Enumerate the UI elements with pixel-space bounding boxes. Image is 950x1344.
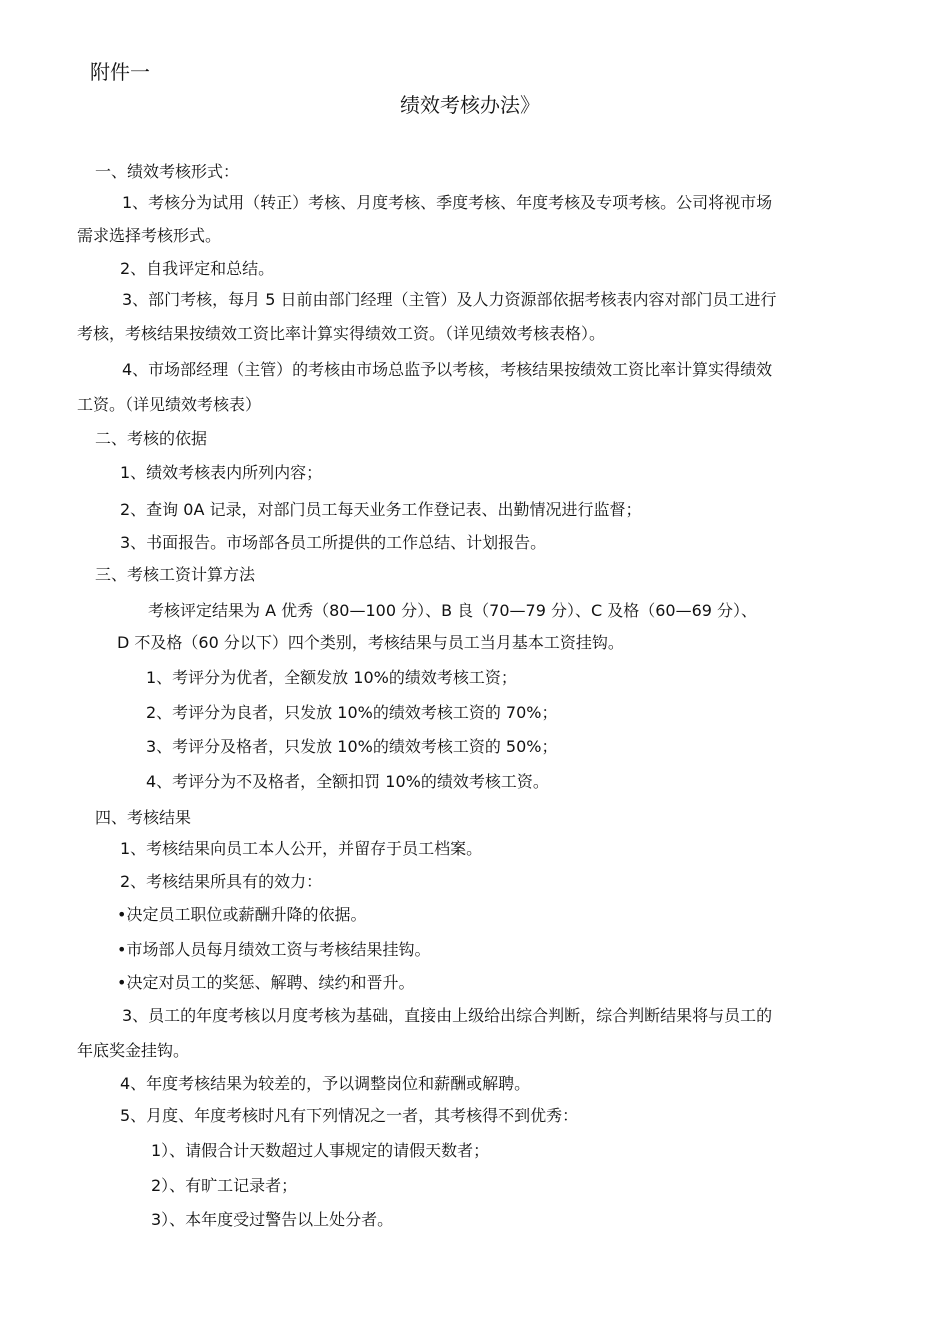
document-title: 绩效考核办法》 bbox=[400, 93, 540, 117]
paragraph-line: D 不及格（60 分以下）四个类别，考核结果与员工当月基本工资挂钩。 bbox=[117, 633, 624, 652]
list-item: 2）、有旷工记录者； bbox=[151, 1176, 298, 1195]
list-item: 1）、请假合计天数超过人事规定的请假天数者； bbox=[151, 1141, 490, 1160]
paragraph-line: 2、自我评定和总结。 bbox=[120, 259, 275, 278]
section-heading: 三、考核工资计算方法 bbox=[95, 565, 256, 584]
paragraph-line: 工资。（详见绩效考核表） bbox=[77, 395, 262, 414]
paragraph-line: 3、部门考核，每月 5 日前由部门经理（主管）及人力资源部依据考核表内容对部门员工进行 bbox=[122, 290, 777, 309]
paragraph-line: 5、月度、年度考核时凡有下列情况之一者，其考核得不到优秀： bbox=[120, 1106, 579, 1125]
section-heading: 一、绩效考核形式： bbox=[95, 162, 240, 181]
paragraph-line: 3、书面报告。市场部各员工所提供的工作总结、计划报告。 bbox=[120, 533, 547, 552]
paragraph-line: 年底奖金挂钩。 bbox=[77, 1041, 190, 1060]
paragraph-line: 3、员工的年度考核以月度考核为基础，直接由上级给出综合判断，综合判断结果将与员工的 bbox=[122, 1006, 773, 1025]
section-heading: 四、考核结果 bbox=[95, 808, 192, 827]
list-item: 3）、本年度受过警告以上处分者。 bbox=[151, 1210, 394, 1229]
bullet-line: •决定对员工的奖惩、解聘、续约和晋升。 bbox=[117, 973, 415, 992]
paragraph-line: 考核评定结果为 A 优秀（80—100 分）、B 良（70—79 分）、C 及格（60—69 分）、 bbox=[148, 601, 758, 620]
bullet-line: •决定员工职位或薪酬升降的依据。 bbox=[117, 905, 367, 924]
bullet-line: •市场部人员每月绩效工资与考核结果挂钩。 bbox=[117, 940, 431, 959]
paragraph-line: 4、市场部经理（主管）的考核由市场总监予以考核，考核结果按绩效工资比率计算实得绩效 bbox=[122, 360, 773, 379]
paragraph-line: 需求选择考核形式。 bbox=[77, 226, 222, 245]
paragraph-line: 2、查询 0A 记录，对部门员工每天业务工作登记表、出勤情况进行监督； bbox=[120, 500, 642, 519]
paragraph-line: 2、考评分为良者，只发放 10%的绩效考核工资的 70%； bbox=[146, 703, 558, 722]
attachment-label: 附件一 bbox=[90, 60, 150, 84]
section-heading: 二、考核的依据 bbox=[95, 429, 208, 448]
paragraph-line: 1、考核分为试用（转正）考核、月度考核、季度考核、年度考核及专项考核。公司将视市场 bbox=[122, 193, 773, 212]
paragraph-line: 1、考核结果向员工本人公开，并留存于员工档案。 bbox=[120, 839, 483, 858]
paragraph-line: 2、考核结果所具有的效力： bbox=[120, 872, 323, 891]
paragraph-line: 4、考评分为不及格者，全额扣罚 10%的绩效考核工资。 bbox=[146, 772, 549, 791]
paragraph-line: 考核，考核结果按绩效工资比率计算实得绩效工资。（详见绩效考核表格）。 bbox=[77, 324, 606, 343]
paragraph-line: 3、考评分及格者，只发放 10%的绩效考核工资的 50%； bbox=[146, 737, 558, 756]
paragraph-line: 1、绩效考核表内所列内容； bbox=[120, 463, 323, 482]
paragraph-line: 1、考评分为优者，全额发放 10%的绩效考核工资； bbox=[146, 668, 517, 687]
paragraph-line: 4、年度考核结果为较差的，予以调整岗位和薪酬或解聘。 bbox=[120, 1074, 531, 1093]
